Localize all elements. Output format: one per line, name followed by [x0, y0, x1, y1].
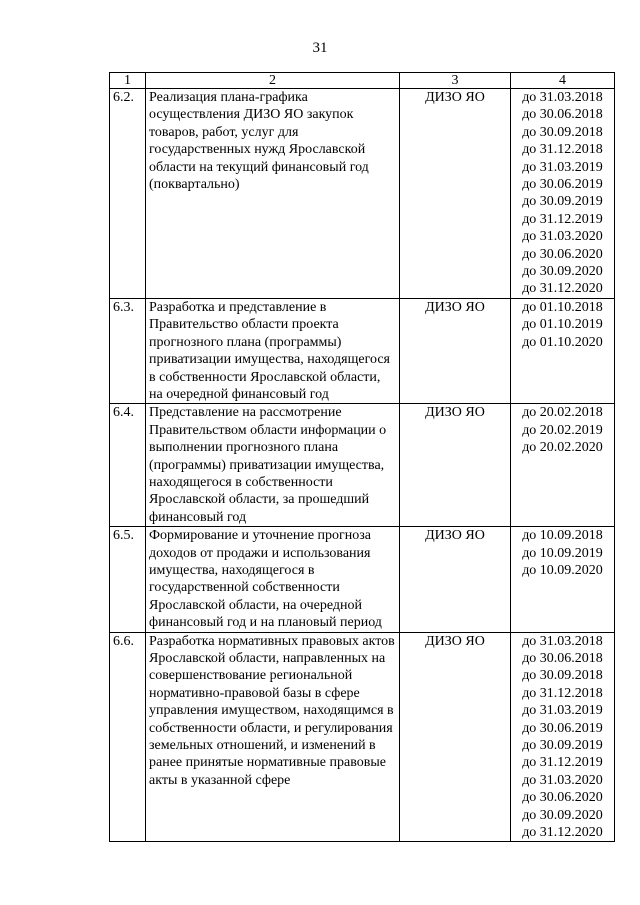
row-number: 6.5. [110, 527, 146, 632]
row-deadlines [511, 298, 615, 403]
header-col-1: 1 [110, 73, 146, 89]
deadline-date: до 10.09.2019 [522, 545, 603, 561]
row-number: 6.6. [110, 632, 146, 842]
deadline-date: до 30.06.2019 [522, 177, 603, 193]
deadline-date: до 31.03.2019 [522, 703, 603, 719]
deadline-date: до 30.06.2019 [522, 720, 603, 736]
deadline-date: до 30.06.2020 [522, 246, 603, 262]
row-deadlines [511, 527, 615, 632]
row-number: 6.2. [110, 89, 146, 299]
deadline-date: до 31.03.2019 [522, 159, 603, 175]
row-description: Разработка нормативных правовых актов Ярославской области, направленных на совершенствование региональной нормативно-правовой базы в сфере управления имуществом, находящимся в собственности области, и регулирования земельных отношений, и изменений в ранее принятые нормативные правовые акты в указанной сфере [146, 632, 400, 842]
row-number: 6.3. [110, 298, 146, 403]
deadline-date: до 31.12.2019 [522, 755, 603, 771]
deadline-date: до 20.02.2018 [522, 405, 603, 421]
table-row [110, 527, 615, 632]
table-header-row [110, 73, 615, 89]
deadline-date: до 31.03.2020 [522, 229, 603, 245]
deadline-date: до 30.09.2020 [522, 264, 603, 280]
deadline-date: до 01.10.2019 [522, 317, 603, 333]
row-description: Реализация плана-графика осуществления ДИЗО ЯО закупок товаров, работ, услуг для государственных нужд Ярославской области на текущий финансовый год (поквартально) [146, 89, 400, 299]
table-row [110, 89, 615, 299]
deadline-date: до 10.09.2020 [522, 562, 603, 578]
deadline-date: до 30.09.2018 [522, 668, 603, 684]
row-deadlines [511, 632, 615, 842]
row-number: 6.4. [110, 404, 146, 527]
deadline-date: до 30.09.2019 [522, 194, 603, 210]
row-deadlines [511, 404, 615, 527]
deadline-date: до 31.03.2018 [522, 633, 603, 649]
deadline-date: до 30.09.2019 [522, 738, 603, 754]
row-executor: ДИЗО ЯО [400, 527, 511, 632]
header-col-4: 4 [511, 73, 615, 89]
deadline-date: до 30.06.2018 [522, 107, 603, 123]
deadline-date: до 31.12.2020 [522, 281, 603, 297]
deadline-date: до 01.10.2020 [522, 334, 603, 350]
deadline-date: до 31.12.2020 [522, 825, 603, 841]
deadline-date: до 20.02.2019 [522, 422, 603, 438]
deadline-date: до 31.03.2018 [522, 90, 603, 105]
deadline-date: до 30.09.2018 [522, 124, 603, 140]
header-col-3: 3 [400, 73, 511, 89]
table-row [110, 404, 615, 527]
deadline-date: до 01.10.2018 [522, 299, 603, 315]
row-description: Представление на рассмотрение Правительством области информации о выполнении прогнозного плана (программы) приватизации имущества, находящегося в собственности Ярославской области, за прошедший финансовый год [146, 404, 400, 527]
row-executor: ДИЗО ЯО [400, 632, 511, 842]
deadline-date: до 31.03.2020 [522, 772, 603, 788]
deadline-date: до 31.12.2018 [522, 142, 603, 158]
page-number: 31 [312, 40, 328, 56]
row-description: Разработка и представление в Правительство области проекта прогнозного плана (программы) приватизации имущества, находящегося в собственности Ярославской области, на очередной финансовый год [146, 298, 400, 403]
deadline-date: до 30.06.2020 [522, 790, 603, 806]
deadline-date: до 30.06.2018 [522, 651, 603, 666]
row-executor: ДИЗО ЯО [400, 298, 511, 403]
deadline-date: до 10.09.2018 [522, 528, 603, 544]
row-executor: ДИЗО ЯО [400, 89, 511, 299]
row-description: Формирование и уточнение прогноза доходов от продажи и использования имущества, находящегося в государственной собственности Ярославской области, на очередной финансовый год и на плановый период [146, 527, 400, 632]
row-deadlines [511, 89, 615, 299]
plan-table [109, 72, 615, 842]
deadline-date: до 31.12.2019 [522, 211, 603, 227]
deadline-date: до 20.02.2020 [522, 440, 603, 456]
header-col-2: 2 [146, 73, 400, 89]
deadline-date: до 31.12.2018 [522, 685, 603, 701]
table-row [110, 632, 615, 842]
deadline-date: до 30.09.2020 [522, 807, 603, 823]
row-executor: ДИЗО ЯО [400, 404, 511, 527]
table-row [110, 298, 615, 403]
